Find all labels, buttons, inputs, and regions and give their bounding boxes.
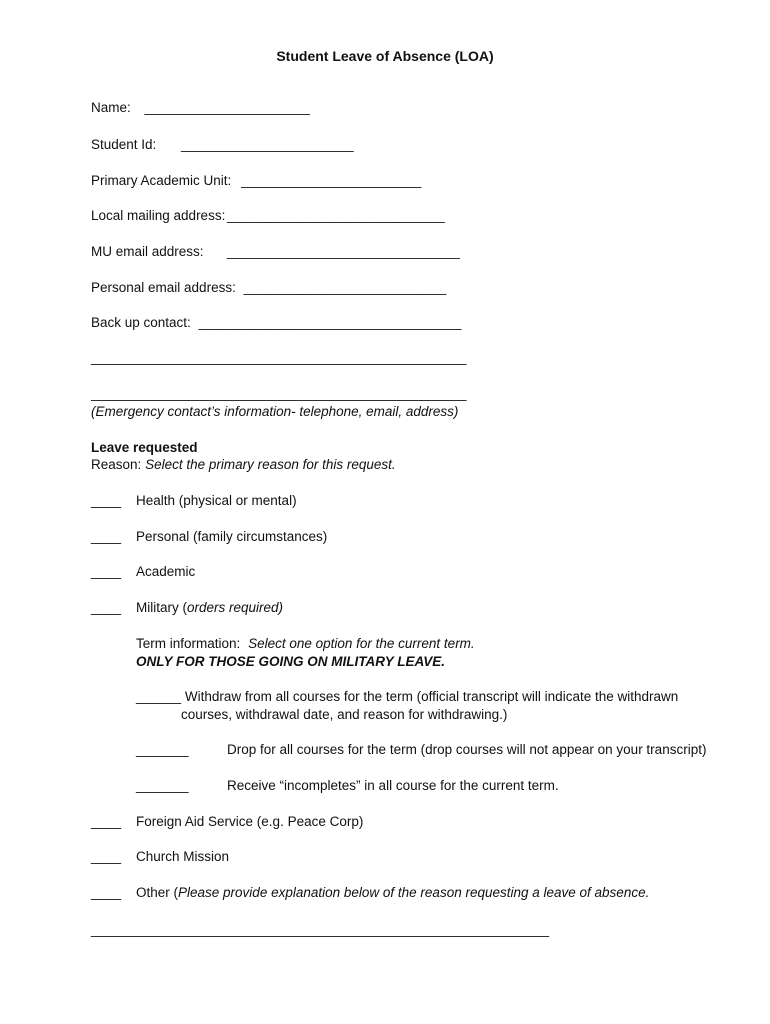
other-checkbox-blank[interactable]: ____ [91, 885, 122, 900]
term-info-instruction: Select one option for the current term. [248, 636, 475, 651]
academic-option-label: Academic [136, 564, 196, 579]
student-id-blank[interactable]: _______________________ [181, 137, 354, 152]
other-explanation-instruction: Please provide explanation below of the reason requesting a leave of absence. [178, 885, 650, 900]
term-info-label: Term information: [136, 636, 241, 651]
mu-email-blank[interactable]: _______________________________ [227, 244, 460, 259]
personal-option-label: Personal (family circumstances) [136, 529, 328, 544]
backup-contact-blank[interactable]: ___________________________________ [198, 315, 462, 330]
reason-instruction: Select the primary reason for this request. [145, 457, 396, 472]
incompletes-option-label: Receive “incompletes” in all course for the current term. [227, 778, 559, 793]
military-option-label [136, 600, 283, 615]
other-option-label [136, 885, 649, 900]
name-label: Name: [91, 100, 131, 115]
primary-unit-label: Primary Academic Unit: [91, 173, 232, 188]
backup-contact-row [91, 315, 461, 330]
other-label-text: Other ( [136, 885, 179, 900]
page-title: Student Leave of Absence (LOA) [276, 48, 494, 64]
military-checkbox-blank[interactable]: ____ [91, 600, 122, 615]
leave-requested-heading: Leave requested [91, 440, 198, 455]
foreign-aid-checkbox-blank[interactable]: ____ [91, 814, 122, 829]
mu-email-label: MU email address: [91, 244, 204, 259]
emergency-contact-note: (Emergency contact’s information- telephone, email, address) [91, 404, 459, 419]
name-field-row [91, 100, 310, 115]
health-option-label: Health (physical or mental) [136, 493, 297, 508]
academic-checkbox-blank[interactable]: ____ [91, 564, 122, 579]
withdraw-option-label-line-2: courses, withdrawal date, and reason for withdrawing.) [181, 707, 508, 722]
withdraw-option-row [136, 689, 678, 704]
church-mission-checkbox-blank[interactable]: ____ [91, 849, 122, 864]
term-info-row [136, 636, 475, 651]
personal-checkbox-blank[interactable]: ____ [91, 529, 122, 544]
church-mission-option-label: Church Mission [136, 849, 230, 864]
incompletes-checkbox-blank[interactable]: _______ [136, 778, 189, 793]
backup-contact-line-2[interactable]: __________________________________________________ [91, 350, 467, 365]
military-label-text: Military ( [136, 600, 187, 615]
primary-unit-row [91, 173, 421, 188]
name-blank[interactable]: ______________________ [144, 100, 310, 115]
mailing-address-blank[interactable]: _____________________________ [227, 208, 445, 223]
health-checkbox-blank[interactable]: ____ [91, 493, 122, 508]
foreign-aid-option-label: Foreign Aid Service (e.g. Peace Corp) [136, 814, 364, 829]
backup-contact-line-3[interactable]: __________________________________________________ [91, 386, 467, 401]
drop-option-label: Drop for all courses for the term (drop courses will not appear on your transcript) [227, 742, 707, 757]
mailing-address-label: Local mailing address: [91, 208, 226, 223]
primary-unit-blank[interactable]: ________________________ [241, 173, 422, 188]
other-explanation-line[interactable]: _____________________________________________________________ [91, 922, 549, 937]
reason-label: Reason: [91, 457, 142, 472]
personal-email-row [91, 280, 446, 295]
reason-row [91, 457, 396, 472]
military-only-note: ONLY FOR THOSE GOING ON MILITARY LEAVE. [136, 654, 446, 669]
personal-email-label: Personal email address: [91, 280, 236, 295]
backup-contact-label: Back up contact: [91, 315, 191, 330]
military-orders-note: orders required) [187, 600, 284, 615]
personal-email-blank[interactable]: ___________________________ [243, 280, 447, 295]
student-id-label: Student Id: [91, 137, 157, 152]
withdraw-checkbox-blank[interactable]: ______ [136, 689, 182, 704]
drop-checkbox-blank[interactable]: _______ [136, 742, 189, 757]
withdraw-option-label: Withdraw from all courses for the term (official transcript will indicate the withdrawn [184, 689, 679, 704]
